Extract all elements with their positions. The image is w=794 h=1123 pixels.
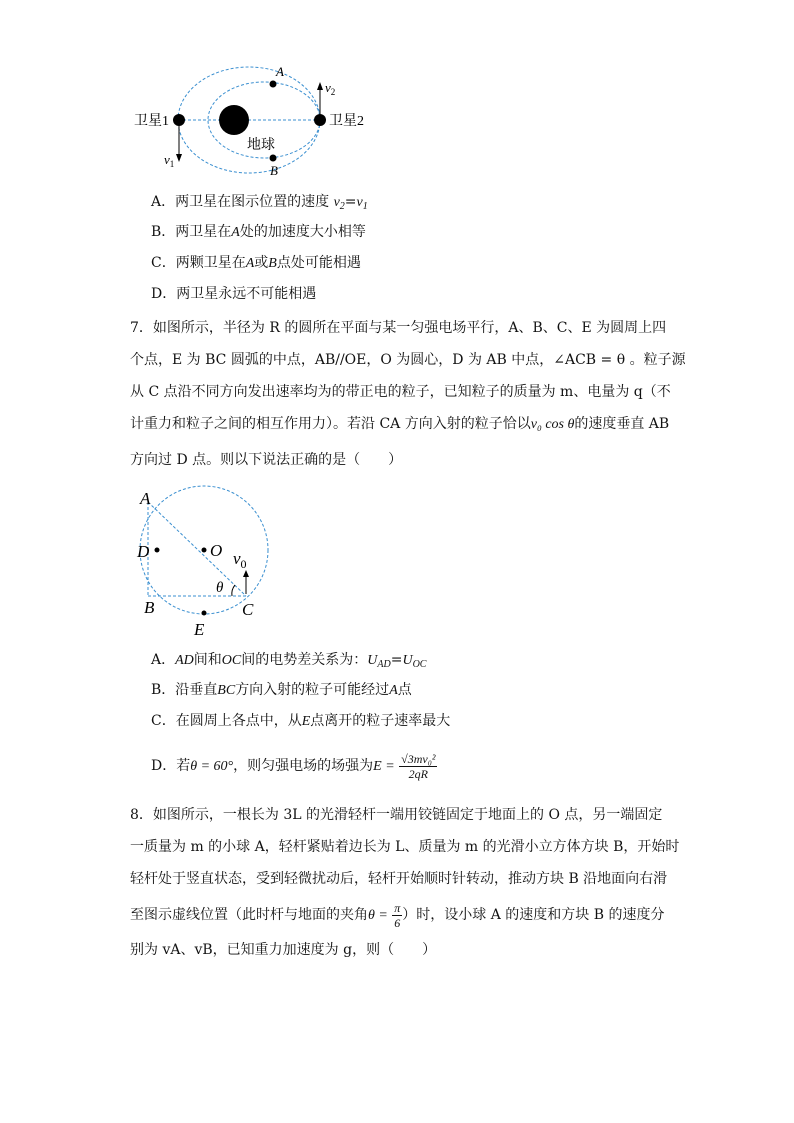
satellite2-dot bbox=[314, 114, 326, 126]
label-e: E bbox=[194, 620, 205, 639]
label-v0: $v_0$ bbox=[233, 549, 247, 571]
q8-stem-line5: 别为 vA、vB，已知重力加速度为 g，则（ ） bbox=[130, 942, 437, 958]
label-earth: 地球 bbox=[247, 138, 275, 153]
q6-option-d: D．两卫星永远不可能相遇 bbox=[151, 286, 317, 302]
q6-option-c: C．两颗卫星在A或B点处可能相遇 bbox=[151, 255, 361, 271]
label-v2: $v_2$ bbox=[325, 80, 336, 97]
segment-ac bbox=[148, 502, 246, 596]
label-theta: θ bbox=[216, 580, 224, 596]
point-d-dot bbox=[155, 548, 160, 553]
label-c: C bbox=[242, 600, 254, 619]
q7-stem-line5: 方向过 D 点。则以下说法正确的是（ ） bbox=[130, 452, 403, 468]
q7-stem-line2: 个点，E 为 BC 圆弧的中点，AB//OE，O 为圆心，D 为 AB 中点，∠ACB = θ 。粒子源 bbox=[130, 352, 686, 368]
label-point-b: B bbox=[270, 163, 278, 178]
q7-option-c: C．在圆周上各点中，从E点离开的粒子速率最大 bbox=[151, 713, 451, 729]
earth-dot bbox=[219, 105, 249, 135]
q7-option-a: A．AD间和OC间的电势差关系为：$U_{AD}=U_{OC}$ bbox=[151, 652, 427, 670]
v0-arrowhead bbox=[243, 570, 249, 577]
satellite1-dot bbox=[173, 114, 185, 126]
q7-stem-line4: 计重力和粒子之间的相互作用力）。若沿 CA 方向入射的粒子恰以v₀ cos θ的速度垂直 AB bbox=[130, 416, 670, 432]
q7-circle-figure bbox=[132, 484, 282, 642]
theta-arc bbox=[232, 585, 235, 596]
point-o-dot bbox=[202, 548, 207, 553]
label-a: A bbox=[140, 489, 151, 508]
point-e-dot bbox=[202, 611, 207, 616]
q8-stem-line4: 至图示虚线位置（此时杆与地面的夹角θ = $\frac{\pi}{6}$ ）时，设小球 A 的速度和方块 B 的速度分 bbox=[130, 900, 665, 930]
v2-arrowhead bbox=[317, 82, 323, 90]
q6-option-b: B．两卫星在A处的加速度大小相等 bbox=[151, 224, 366, 240]
point-a-dot bbox=[270, 81, 277, 88]
q8-stem-line1: 8．如图所示，一根长为 3L 的光滑轻杆一端用铰链固定于地面上的 O 点，另一端固定 bbox=[130, 807, 663, 823]
label-b: B bbox=[144, 598, 155, 617]
label-v1: $v_1$ bbox=[164, 152, 175, 169]
q8-stem-line3: 轻杆处于竖直状态，受到轻微扰动后，轻杆开始顺时针转动，推动方块 B 沿地面向右滑 bbox=[130, 871, 668, 887]
q8-stem-line2: 一质量为 m 的小球 A，轻杆紧贴着边长为 L、质量为 m 的光滑小立方体方块 B，开始时 bbox=[130, 839, 680, 855]
satellite-orbit-figure bbox=[128, 58, 378, 178]
angle-fraction: $\frac{\pi}{6}$ bbox=[394, 900, 401, 930]
v1-arrowhead bbox=[176, 154, 182, 162]
q7-stem-line1: 7．如图所示，半径为 R 的圆所在平面与某一匀强电场平行，A、B、C、E 为圆周上四 bbox=[130, 320, 667, 336]
field-strength-fraction: $\frac{\text{√3mv₀²}}{2qR}$ bbox=[401, 751, 436, 781]
q6-option-a: A．两卫星在图示位置的速度 $v_2=v_1$ bbox=[151, 194, 368, 212]
label-sat2: 卫星2 bbox=[329, 114, 364, 129]
q7-option-d: D．若θ = 60°，则匀强电场的场强为E = $\frac{\text{√3mv₀²}}{2qR}$ bbox=[151, 751, 436, 781]
label-sat1: 卫星1 bbox=[134, 114, 169, 129]
point-b-dot bbox=[270, 155, 277, 162]
q7-option-b: B．沿垂直BC方向入射的粒子可能经过A点 bbox=[151, 682, 412, 698]
label-d: D bbox=[137, 542, 150, 561]
label-o: O bbox=[210, 541, 223, 560]
q7-stem-line3: 从 C 点沿不同方向发出速率均为的带正电的粒子，已知粒子的质量为 m、电量为 q（不 bbox=[130, 384, 671, 400]
label-point-a: A bbox=[276, 64, 284, 79]
